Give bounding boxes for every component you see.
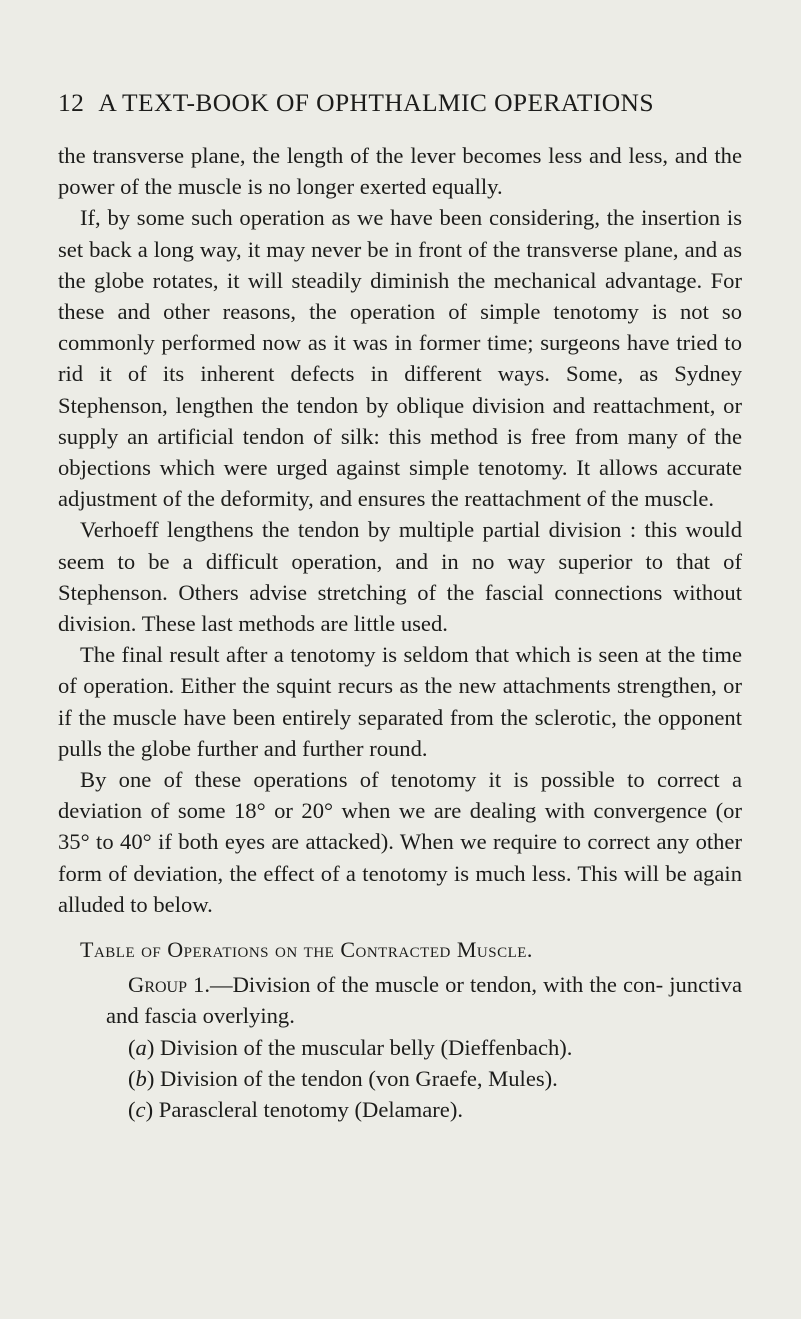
table-title: Table of Operations on the Contracted Muscle. xyxy=(80,937,533,963)
list-item: (c) Parascleral tenotomy (Delamare). xyxy=(128,1097,463,1123)
group-label: Group 1. xyxy=(128,972,210,998)
item-letter: b xyxy=(135,1065,147,1091)
item-text: Division of the muscular belly (Dieffenbach). xyxy=(160,1034,573,1060)
item-text: Division of the tendon (von Graefe, Mules). xyxy=(160,1065,558,1091)
page-number: 12 xyxy=(58,88,85,117)
running-header xyxy=(58,88,748,118)
paragraph-3: Verhoeff lengthens the tendon by multiple partial division : this would seem to be a difficult operation, and in no way superior to that of Stephenson. Others advise stretching of the fascial connections without division. These last methods are little used. xyxy=(58,517,742,637)
list-item: (b) Division of the tendon (von Graefe, Mules). xyxy=(128,1065,558,1091)
paragraph-4: The final result after a tenotomy is seldom that which is seen at the time of operation. Either the squint recurs as the new attachments strengthen, or if the muscle have been entirely separated from the sclerotic, the opponent pulls the globe further and further round. xyxy=(58,642,742,761)
paragraph-5: By one of these operations of tenotomy it is possible to correct a deviation of some 18° or 20° when we are dealing with convergence (or 35° to 40° if both eyes are attacked). When we require to correct any other form of deviation, the effect of a tenotomy is much less. This will be again alluded to below. xyxy=(58,767,742,917)
paragraph-1: the transverse plane, the length of the lever becomes less and less, and the power of the muscle is no longer exerted equally. xyxy=(58,143,742,200)
list-item: (a) Division of the muscular belly (Dieffenbach). xyxy=(128,1034,573,1060)
running-title: A TEXT-BOOK OF OPHTHALMIC OPERATIONS xyxy=(98,88,654,117)
item-letter: a xyxy=(135,1034,147,1060)
group-description: —Division of the muscle or tendon, with the con- junctiva and fascia overlying. xyxy=(106,972,742,1029)
item-text: Parascleral tenotomy (Delamare). xyxy=(158,1097,463,1123)
item-letter: c xyxy=(135,1097,146,1123)
group-entry xyxy=(58,969,742,1031)
paragraph-2: If, by some such operation as we have been considering, the insertion is set back a long way, it may never be in front of the transverse plane, and as the globe rotates, it will steadily diminish the mechanical advantage. For these and other reasons, the operation of simple tenotomy is not so commonly performed now as it was in former time; surgeons have tried to rid it of its inherent defects in different ways. Some, as Sydney Stephenson, lengthen the tendon by oblique division and reattachment, or supply an artificial tendon of silk: this method is free from many of the objections which were urged against simple tenotomy. It allows accurate adjustment of the deformity, and ensures the reattachment of the muscle. xyxy=(58,205,742,512)
page-body xyxy=(58,140,742,1125)
